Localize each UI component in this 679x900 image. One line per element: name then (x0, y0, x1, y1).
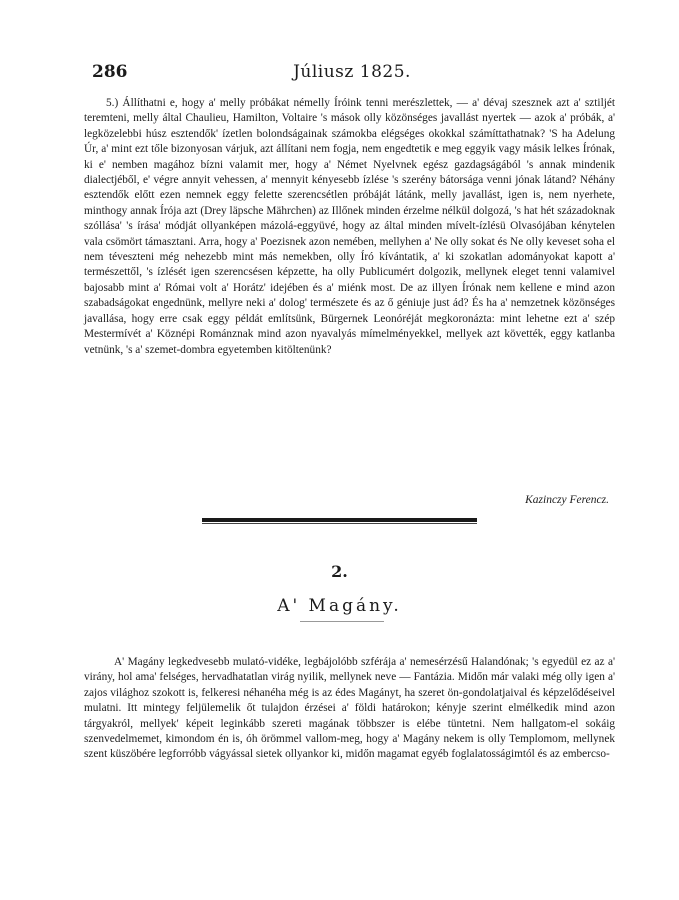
section-divider (202, 518, 477, 522)
article-title: A' Magány. (277, 596, 402, 616)
section-1-body (84, 96, 615, 358)
section-1-paragraph: 5.) Állíthatni e, hogy a' melly próbákat némelly Íróink tenni merészlettek, — a' dévaj szesznek azt a' sztiljét teremteni, melly által Chaulieu, Hamilton, Voltaire 's mások olly közönséges javallást nyertek — azok a' próbák, a' legközelebbi húsz esztendők' ízetlen bolondságainak számokba elégséges okokkal számíttathatnak? 'S ha Adelung Úr, a' mint ezt tőle bizonyosan várjuk, azt állítani nem fogja, nem engedtetik e meg eggyik vagy másik lelkes Írónak, ki e' nemben magához bízni valamit mer, hogy a' Német Nyelvnek egész gazdagságából 's annak mindenik dialectjéből, e' végre annyit vehessen, a' mennyit kényesebb ízlése 's szerény bátorsága venni jónak látand? Néhány esztendők előtt ezen nemnek eggy felette szerencsétlen próbáját látánk, melly javallást, igen is, nem nyerhete, minthogy annak Írója azt (Drey läpsche Mährchen) az Illőnek minden érzelme nélkül dolgozá, 's hat hét századoknak szóllása' 's írása' módját ollyanképen mázolá-eggyüvé, hogy az által minden mívelt-ízlésü Olvasójában kénytelen vala csömört támasztani. Arra, hogy a' Poezisnek azon nemében, mellyhen a' Ne olly sokat és Ne olly keveset soha el nem téveszteni még nehezebb mint más nemekben, olly Író kívántatik, a' ki szokatlan adományokat kapott a' természettől, 's ízlését igen szerencsésen képzette, ha olly Publicumért dolgozik, mellynek eleget tenni valamivel bajosabb mint a' Római volt a' Horátz' idejében és a' miénk most. De az illyen Írónak nem kellene e mind azon szabadságokat engednünk, mellyre neki a' dolog' természete és az ő géniuje just ád? És ha a' nemzetnek közönséges javallása, hogy erre csak eggy példát említsünk, Bürgernek Leonóréját megkoronázta: mint lehetne ezt a' szép Mestermívét a' Köznépi Románznak mind azon nyavalyás mímelményekkel, mellyek azt követték, eggy katlanba vetnünk, 's a' szemet-dombra egyetemben kitöltenünk? (84, 97, 615, 356)
section-divider-thin (202, 523, 477, 524)
article-number: 2. (331, 562, 348, 581)
author-signature: Kazinczy Ferencz. (525, 494, 609, 506)
running-title: Júliusz 1825. (293, 62, 411, 82)
section-2-paragraph: A' Magány legkedvesebb mulató-vidéke, legbájolóbb szférája a' nemesérzésű Halandónak; 's egyedül ez az a' virány, hol ama' felséges, hervadhatatlan virág nyilik, mellynek neve — Fantázia. Midőn már valaki még olly igen a' zajos világhoz szokott is, felkeresi néhanéha még is az édes Magányt, ha szeret ön-gondolatjaival és képzelődéseivel mulatni. Itt mintegy feljülemelik őt tulajdon érzései a' földi határokon; kényje szerint elmélkedik mind azon tárgyakról, mellyek' képeit leginkább szereti magának többszer is elébe tüntetni. Nem hallgatom-el sokáig szenvedelmemet, kimondom én is, óh örömmel vallom-meg, hogy a' Magány nekem is olly Templomom, mellynek szent küszöbére legforróbb vágyással sietek ollyankor ki, midőn magamat egyéb foglalatosságimtól és az embercso- (84, 656, 615, 761)
page-header (92, 62, 612, 86)
page-number: 286 (92, 62, 128, 82)
section-2-body (84, 655, 615, 763)
title-underline (300, 621, 384, 622)
